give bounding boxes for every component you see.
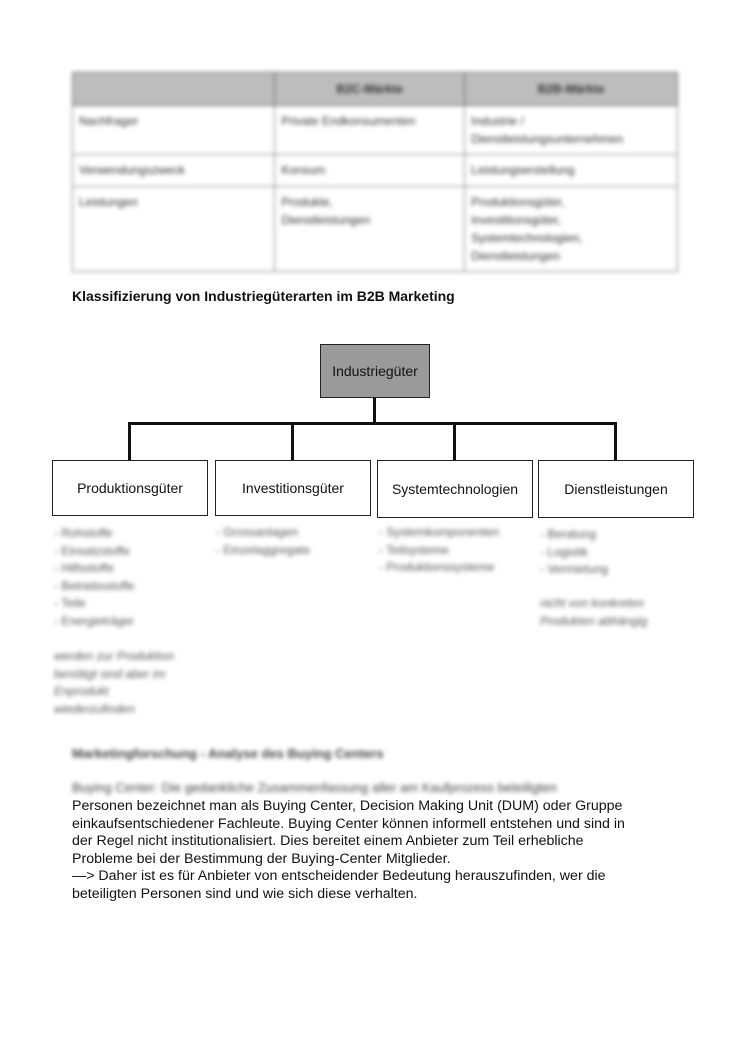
paragraph-line: der Regel nicht institutionalisiert. Dies bereitet einem Anbieter zum Teil erhebliche	[72, 833, 584, 850]
table-header-cell	[73, 73, 275, 106]
paragraph-line: Personen bezeichnet man als Buying Center, Decision Making Unit (DUM) oder Gruppe	[72, 798, 623, 814]
paragraph-line: Probleme bei der Bestimmung der Buying-Center Mitglieder.	[72, 850, 451, 867]
node-item-list: - Rohstoffe - Einsatzstoffe - Hilfsstoffe - Betriebsstoffe - Teile - Energieträger	[54, 526, 135, 628]
comparison-table	[72, 72, 678, 272]
table-row	[73, 106, 678, 155]
connector-line	[453, 422, 456, 460]
node-item-list: - Systemkomponenten - Teilsysteme - Produktionssysteme	[379, 525, 500, 574]
diagram-node: Systemtechnologien	[377, 460, 533, 518]
paragraph-line: —> Daher ist es für Anbieter von entscheidender Bedeutung herauszufinden, wer die	[72, 868, 606, 885]
table-cell: Leistungen	[73, 187, 275, 272]
table-header-row	[73, 73, 678, 106]
paragraph-line: beteiligten Personen sind und wie sich diese verhalten.	[72, 885, 418, 902]
table-row	[73, 155, 678, 187]
diagram-node: Investitionsgüter	[215, 460, 371, 516]
connector-line	[373, 396, 376, 424]
connector-line	[128, 422, 131, 460]
node-item-list: - Grossanlagen - Einzelaggregate	[216, 525, 311, 557]
connector-line	[614, 422, 617, 460]
connector-line	[291, 422, 294, 460]
table-cell: Nachfrager	[73, 106, 275, 155]
section-paragraph	[72, 798, 682, 904]
table-header-cell: B2C-Märkte	[275, 73, 465, 106]
node-item-list: - Beratung - Logistik - Vermietung	[540, 527, 609, 576]
diagram-node: Dienstleistungen	[538, 460, 694, 518]
diagram-title: Klassifizierung von Industriegüterarten im B2B Marketing	[72, 288, 455, 304]
table-cell: Private Endkonsumenten	[275, 106, 465, 155]
diagram-node: Produktionsgüter	[52, 460, 208, 516]
section-title: Marketingforschung - Analyse des Buying Centers	[72, 746, 384, 761]
paragraph-line: einkaufsentschiedener Fachleute. Buying Center können informell entstehen und sind in	[72, 815, 625, 832]
table-header-cell: B2B-Märkte	[465, 73, 678, 106]
table-cell: Konsum	[275, 155, 465, 187]
diagram-root-node: Industriegüter	[320, 344, 430, 398]
node-note: nicht von konkreten Produkten abhängig	[540, 596, 648, 628]
table-cell: Industrie / Dienstleistungsunternehmen	[465, 106, 678, 155]
table-cell: Verwendungszweck	[73, 155, 275, 187]
table-cell: Produkte, Dienstleistungen	[275, 187, 465, 272]
node-note: werden zur Produktion benötigt sind aber im Enprodukt wiederzufinden	[54, 649, 175, 716]
connector-line	[128, 422, 617, 425]
table-cell: Leistungserstellung	[465, 155, 678, 187]
section-first-line: Buying Center: Die gedankliche Zusammenfassung aller am Kaufprozess beteiligten	[72, 780, 557, 795]
table-row	[73, 187, 678, 272]
table-cell: Produktionsgüter, Investitionsgüter, Systemtechnologien, Dienstleistungen	[465, 187, 678, 272]
